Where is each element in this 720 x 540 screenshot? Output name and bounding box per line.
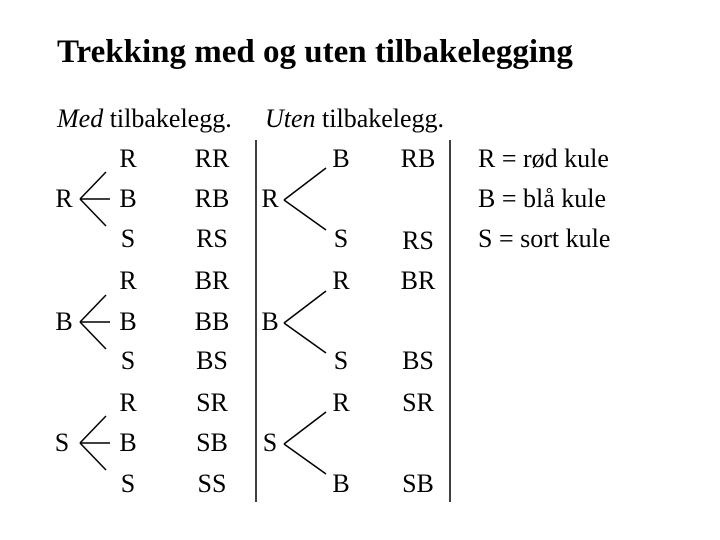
without-second: S [333, 224, 349, 253]
without-second: R [332, 388, 350, 417]
with-replacement-header-rest: tilbakelegg. [103, 104, 232, 133]
without-outcome: BR [400, 266, 436, 295]
with-branches-s [80, 416, 110, 470]
with-outcome: BB [194, 307, 230, 336]
with-outcome: RR [194, 144, 230, 173]
without-second: B [332, 144, 350, 173]
with-second: R [119, 144, 137, 173]
without-outcome: RB [400, 144, 436, 173]
without-outcome: BS [402, 346, 434, 375]
with-second: B [119, 428, 137, 457]
without-second: R [332, 266, 350, 295]
without-outcome: SB [402, 469, 434, 498]
with-outcome: RB [194, 184, 230, 213]
without-outcome: SR [402, 388, 434, 417]
with-first-r: R [55, 184, 73, 213]
without-first-r: R [261, 184, 279, 213]
with-first-b: B [55, 307, 73, 336]
without-first-b: B [261, 307, 279, 336]
without-replacement-header-em: Uten [265, 104, 316, 133]
with-second: S [120, 469, 136, 498]
without-second: B [332, 469, 350, 498]
page-title: Trekking med og uten tilbakelegging [57, 34, 573, 70]
with-second: B [119, 184, 137, 213]
without-branches-r [284, 168, 326, 230]
without-second: S [333, 346, 349, 375]
with-branches-r [80, 172, 110, 226]
without-outcome: RS [402, 226, 434, 255]
with-second: R [119, 388, 137, 417]
without-first-s: S [262, 428, 278, 457]
without-replacement-header-rest: tilbakelegg. [315, 104, 445, 133]
with-outcome: SR [196, 388, 228, 417]
legend-red: R = rød kule [478, 144, 609, 173]
with-second: R [119, 266, 137, 295]
with-second: S [120, 224, 136, 253]
with-second: S [120, 346, 136, 375]
with-outcome: SB [196, 428, 228, 457]
with-outcome: RS [196, 224, 228, 253]
with-replacement-header-em: Med [57, 104, 104, 133]
legend-black: S = sort kule [478, 224, 611, 253]
with-outcome: SS [197, 469, 227, 498]
with-second: B [119, 307, 137, 336]
with-branches-b [80, 295, 110, 349]
legend-blue: B = blå kule [478, 184, 607, 213]
without-branches-s [284, 412, 326, 474]
with-outcome: BR [194, 266, 230, 295]
with-first-s: S [54, 428, 70, 457]
without-branches-b [284, 291, 326, 353]
with-outcome: BS [196, 346, 228, 375]
